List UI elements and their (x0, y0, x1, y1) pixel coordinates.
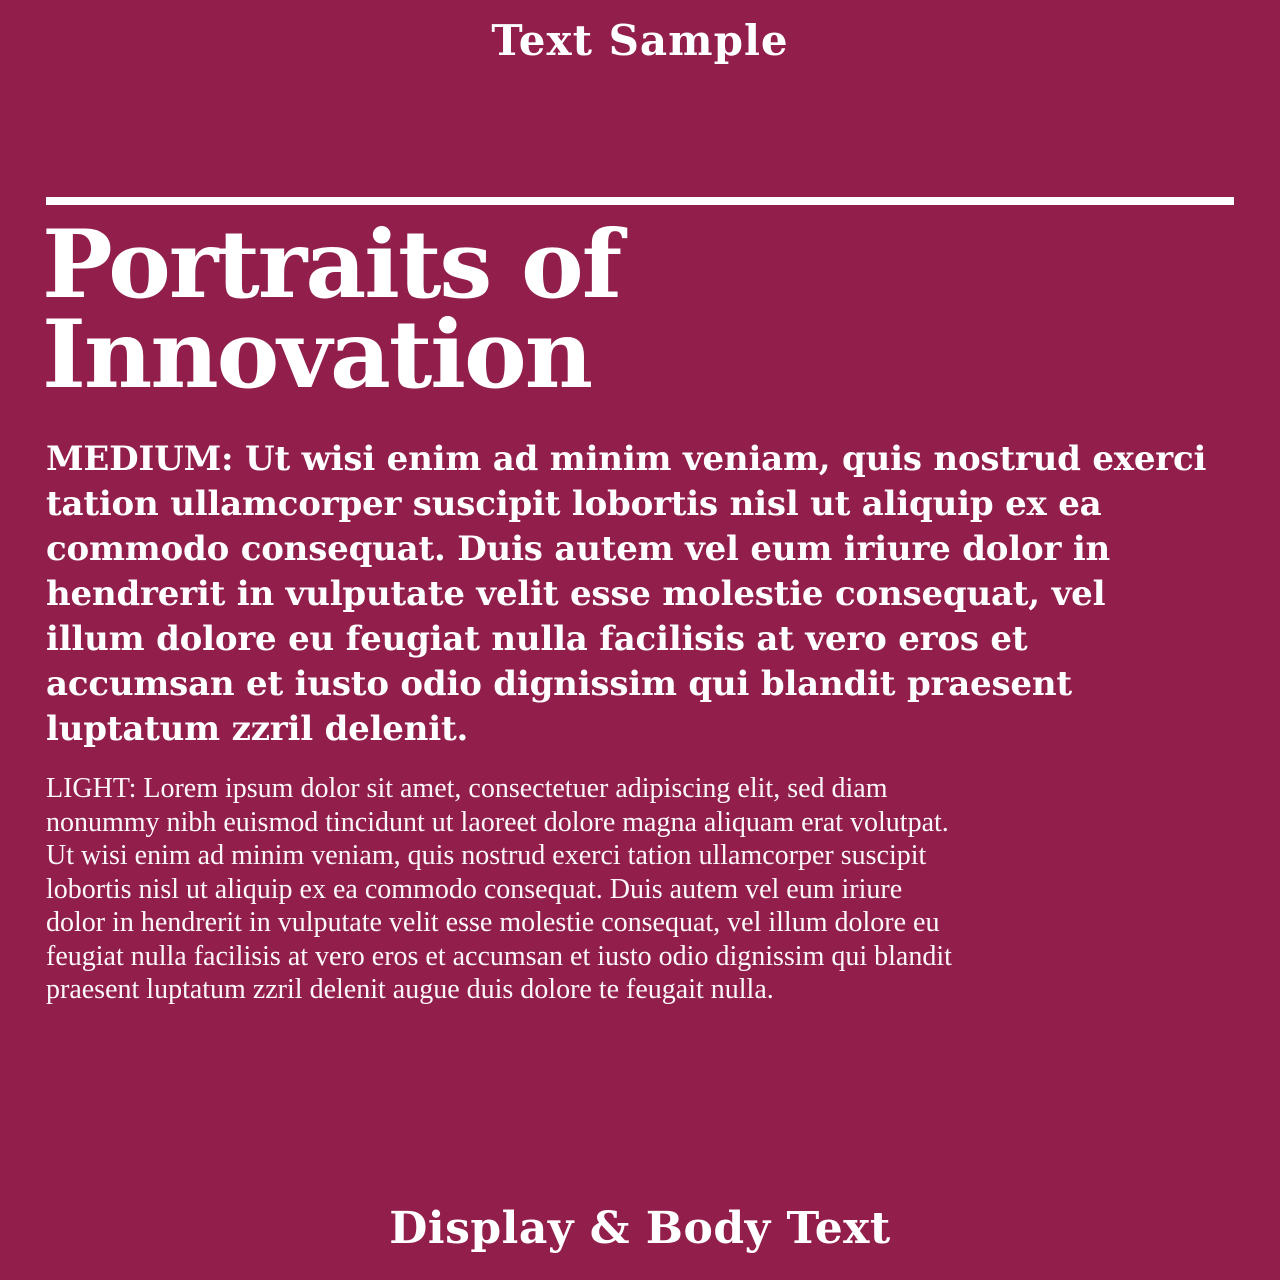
light-paragraph-line: LIGHT: Lorem ipsum dolor sit amet, consectetuer adipiscing elit, sed diam (46, 773, 888, 804)
light-paragraph-line: praesent luptatum zzril delenit augue duis dolore te feugait nulla. (46, 974, 774, 1005)
medium-weight-paragraph (46, 437, 1206, 752)
light-paragraph-line: feugiat nulla facilisis at vero eros et accumsan et iusto odio dignissim qui blandit (46, 940, 952, 972)
medium-paragraph-line: commodo consequat. Duis autem vel eum iriure dolor in (46, 529, 1111, 569)
display-heading-line-2: Innovation (42, 300, 592, 410)
medium-paragraph-line: MEDIUM: Ut wisi enim ad minim veniam, quis nostrud exerci (46, 439, 1207, 479)
divider-rule (46, 197, 1234, 205)
display-heading (42, 210, 621, 410)
medium-paragraph-line: tation ullamcorper suscipit lobortis nisl ut aliquip ex ea (46, 484, 1102, 524)
light-paragraph-line: Ut wisi enim ad minim veniam, quis nostrud exerci tation ullamcorper suscipit (46, 840, 927, 871)
medium-paragraph-line: luptatum zzril delenit. (46, 709, 469, 749)
medium-paragraph-line: hendrerit in vulputate velit esse molestie consequat, vel (46, 574, 1106, 614)
light-paragraph-line: lobortis nisl ut aliquip ex ea commodo consequat. Duis autem vel eum iriure (46, 873, 903, 905)
medium-paragraph-line: illum dolore eu feugiat nulla facilisis at vero eros et (46, 619, 1028, 659)
light-weight-paragraph (46, 772, 952, 1007)
display-heading-line-1: Portraits of (42, 210, 621, 320)
specimen-top-caption: Text Sample (491, 16, 789, 65)
specimen-bottom-caption: Display & Body Text (389, 1203, 891, 1254)
light-paragraph-line: nonummy nibh euismod tincidunt ut laoreet dolore magna aliquam erat volutpat. (46, 806, 949, 838)
light-paragraph-line: dolor in hendrerit in vulputate velit esse molestie consequat, vel illum dolore eu (46, 907, 940, 938)
medium-paragraph-line: accumsan et iusto odio dignissim qui blandit praesent (46, 664, 1072, 704)
